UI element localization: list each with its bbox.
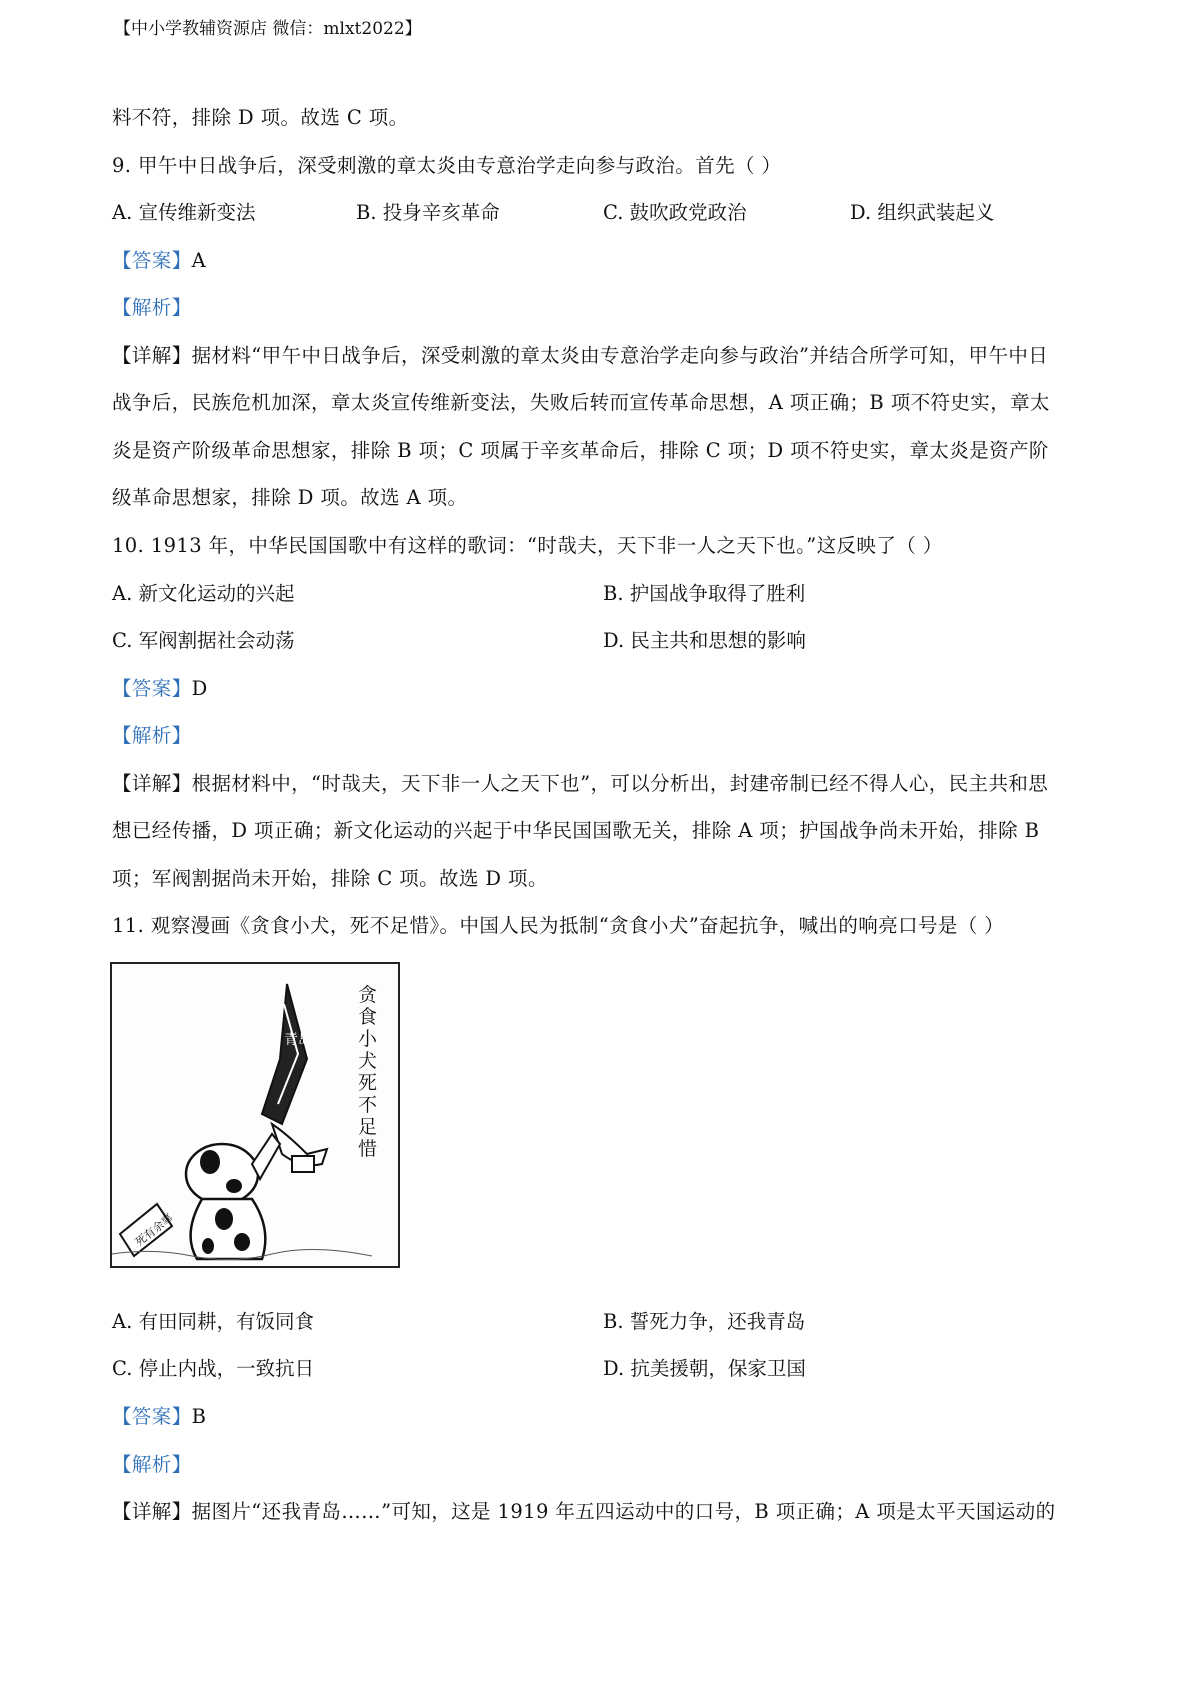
dog-head	[186, 1144, 258, 1204]
dog-spot	[215, 1208, 233, 1230]
question-10: 10. 1913 年，中华民国国歌中有这样的歌词：“时哉夫，天下非一人之天下也。”这反映了（ ）	[112, 534, 943, 557]
q11-detail-1	[112, 1496, 1055, 1524]
dog-ear	[200, 1150, 220, 1174]
analysis-label: 【解析】	[112, 724, 192, 747]
detail-text: 据材料“甲午中日战争后，深受刺激的章太炎由专意治学走向参与政治”并结合所学可知，甲午中日	[191, 344, 1049, 367]
answer-value: B	[191, 1405, 207, 1428]
q9-answer	[112, 245, 206, 273]
answer-label: 【答案】	[112, 249, 192, 272]
q9-detail-3: 炎是资产阶级革命思想家，排除 B 项；C 项属于辛亥革命后，排除 C 项；D 项不符史实，章太炎是资产阶	[112, 439, 1049, 462]
q11-option-b: B. 誓死力争，还我青岛	[603, 1310, 806, 1333]
q9-option-d: D. 组织武装起义	[850, 201, 995, 224]
q10-option-b: B. 护国战争取得了胜利	[603, 582, 806, 605]
flag-text: 青岛	[284, 1032, 312, 1048]
q11-answer	[112, 1401, 206, 1429]
q11-option-a: A. 有田同耕，有饭同食	[112, 1310, 314, 1333]
question-9: 9. 甲午中日战争后，深受刺激的章太炎由专意治学走向参与政治。首先（ ）	[112, 154, 782, 177]
q10-option-c: C. 军阀割据社会动荡	[112, 629, 295, 652]
detail-label: 【详解】	[112, 344, 192, 367]
q9-option-a: A. 宣传维新变法	[112, 201, 256, 224]
q10-analysis-label	[112, 720, 192, 748]
q9-option-b: B. 投身辛亥革命	[356, 201, 500, 224]
page-header: 【中小学教辅资源店 微信：mlxt2022】	[114, 19, 422, 39]
q10-detail-1	[112, 768, 1048, 796]
q10-detail-3: 项；军阀割据尚未开始，排除 C 项。故选 D 项。	[112, 867, 548, 890]
detail-text: 据图片“还我青岛……”可知，这是 1919 年五四运动中的口号，B 项正确；A 项是太平天国运动的	[191, 1500, 1056, 1523]
dog-snout	[252, 1134, 280, 1179]
answer-value: A	[191, 249, 207, 272]
q9-option-c: C. 鼓吹政党政治	[603, 201, 747, 224]
q10-detail-2: 想已经传播，D 项正确；新文化运动的兴起于中华民国国歌无关，排除 A 项；护国战争尚未开始，排除 B	[112, 819, 1040, 842]
q11-analysis-label	[112, 1449, 192, 1477]
cartoon-drawing	[112, 964, 398, 1266]
q11-option-d: D. 抗美援朝，保家卫国	[603, 1357, 806, 1380]
question-11: 11. 观察漫画《贪食小犬，死不足惜》。中国人民为抵制“贪食小犬”奋起抗争，喊出的响亮口号是（ ）	[112, 914, 1005, 937]
dog-spot	[202, 1238, 214, 1254]
text-line: 料不符，排除 D 项。故选 C 项。	[112, 106, 409, 129]
dog-spot	[234, 1233, 250, 1251]
analysis-label: 【解析】	[112, 1453, 192, 1476]
q9-detail-1	[112, 340, 1048, 368]
q11-option-c: C. 停止内战，一致抗日	[112, 1357, 315, 1380]
q10-answer	[112, 673, 208, 701]
q9-detail-4: 级革命思想家，排除 D 项。故选 A 项。	[112, 486, 468, 509]
dog-spot	[226, 1179, 242, 1193]
cartoon-image	[110, 962, 400, 1268]
q9-detail-2: 战争后，民族危机加深，章太炎宣传维新变法，失败后转而宣传革命思想，A 项正确；B 项不符史实，章太	[112, 391, 1050, 414]
small-flag	[292, 1156, 314, 1172]
analysis-label: 【解析】	[112, 296, 192, 319]
detail-text: 根据材料中，“时哉夫，天下非一人之天下也”，可以分析出，封建帝制已经不得人心，民主共和思	[191, 772, 1049, 795]
answer-label: 【答案】	[112, 677, 192, 700]
answer-label: 【答案】	[112, 1405, 192, 1428]
q9-analysis-label	[112, 292, 192, 320]
sign-text: 死有余辜	[132, 1211, 176, 1249]
cartoon-caption: 贪食小犬死不足惜	[358, 984, 378, 1160]
detail-label: 【详解】	[112, 772, 192, 795]
answer-value: D	[191, 677, 208, 700]
dog-body	[191, 1199, 266, 1259]
q10-option-d: D. 民主共和思想的影响	[603, 629, 806, 652]
detail-label: 【详解】	[112, 1500, 192, 1523]
q10-option-a: A. 新文化运动的兴起	[112, 582, 295, 605]
